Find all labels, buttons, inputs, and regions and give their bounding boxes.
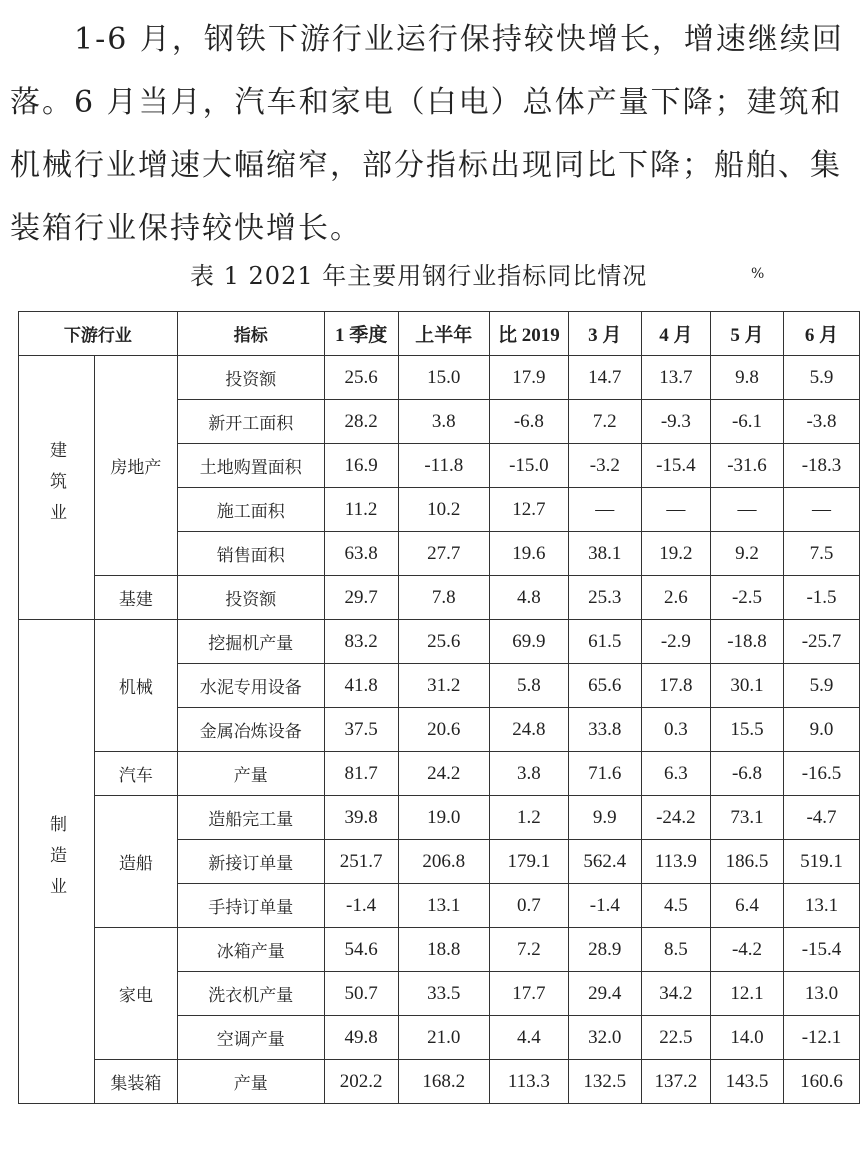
value-cell: 69.9: [489, 620, 568, 664]
value-cell: 9.2: [710, 532, 783, 576]
value-cell: 132.5: [568, 1060, 641, 1104]
indicator-cell: 挖掘机产量: [177, 620, 324, 664]
group-cell: 房地产: [95, 356, 178, 576]
value-cell: -1.4: [324, 884, 398, 928]
value-cell: —: [568, 488, 641, 532]
value-cell: 7.2: [568, 400, 641, 444]
value-cell: 14.0: [710, 1016, 783, 1060]
group-cell: 汽车: [95, 752, 178, 796]
value-cell: 8.5: [641, 928, 710, 972]
value-cell: 137.2: [641, 1060, 710, 1104]
steel-industry-table: [18, 311, 860, 1104]
indicator-cell: 产量: [177, 752, 324, 796]
value-cell: 29.7: [324, 576, 398, 620]
group-cell: 集装箱: [95, 1060, 178, 1104]
indicator-cell: 新接订单量: [177, 840, 324, 884]
group-cell: 机械: [95, 620, 178, 752]
header-cell: 3 月: [568, 312, 641, 356]
value-cell: 33.5: [398, 972, 489, 1016]
header-cell: 5 月: [710, 312, 783, 356]
value-cell: 1.2: [489, 796, 568, 840]
value-cell: 113.3: [489, 1060, 568, 1104]
value-cell: 22.5: [641, 1016, 710, 1060]
indicator-cell: 施工面积: [177, 488, 324, 532]
value-cell: 2.6: [641, 576, 710, 620]
group-cell: 家电: [95, 928, 178, 1060]
value-cell: 28.2: [324, 400, 398, 444]
value-cell: 81.7: [324, 752, 398, 796]
value-cell: -6.8: [710, 752, 783, 796]
value-cell: -31.6: [710, 444, 783, 488]
value-cell: 13.7: [641, 356, 710, 400]
value-cell: 3.8: [398, 400, 489, 444]
value-cell: 13.1: [783, 884, 859, 928]
table-title: 表 1 2021 年主要用钢行业指标同比情况: [190, 262, 648, 290]
value-cell: 50.7: [324, 972, 398, 1016]
value-cell: 6.4: [710, 884, 783, 928]
value-cell: 168.2: [398, 1060, 489, 1104]
value-cell: 19.2: [641, 532, 710, 576]
value-cell: -12.1: [783, 1016, 859, 1060]
value-cell: -6.1: [710, 400, 783, 444]
table-unit: %: [751, 266, 765, 282]
table-row: [19, 796, 860, 840]
value-cell: -15.0: [489, 444, 568, 488]
value-cell: 13.1: [398, 884, 489, 928]
value-cell: 15.5: [710, 708, 783, 752]
value-cell: 143.5: [710, 1060, 783, 1104]
value-cell: 251.7: [324, 840, 398, 884]
value-cell: 17.8: [641, 664, 710, 708]
value-cell: 83.2: [324, 620, 398, 664]
value-cell: 71.6: [568, 752, 641, 796]
value-cell: 32.0: [568, 1016, 641, 1060]
table-row: [19, 620, 860, 664]
sector-cell: 建筑业: [19, 356, 95, 620]
value-cell: —: [710, 488, 783, 532]
value-cell: 25.6: [398, 620, 489, 664]
sector-cell: 制造业: [19, 620, 95, 1104]
value-cell: 25.6: [324, 356, 398, 400]
value-cell: -15.4: [783, 928, 859, 972]
value-cell: 16.9: [324, 444, 398, 488]
value-cell: 41.8: [324, 664, 398, 708]
value-cell: 12.1: [710, 972, 783, 1016]
value-cell: 519.1: [783, 840, 859, 884]
value-cell: 206.8: [398, 840, 489, 884]
value-cell: -15.4: [641, 444, 710, 488]
table-row: [19, 356, 860, 400]
value-cell: 24.8: [489, 708, 568, 752]
header-row: [19, 312, 860, 356]
group-cell: 造船: [95, 796, 178, 928]
value-cell: -1.4: [568, 884, 641, 928]
indicator-cell: 造船完工量: [177, 796, 324, 840]
header-cell: 比 2019: [489, 312, 568, 356]
value-cell: 5.9: [783, 356, 859, 400]
value-cell: 17.9: [489, 356, 568, 400]
value-cell: 160.6: [783, 1060, 859, 1104]
table-row: [19, 752, 860, 796]
value-cell: 33.8: [568, 708, 641, 752]
value-cell: -2.9: [641, 620, 710, 664]
header-cell: 上半年: [398, 312, 489, 356]
value-cell: 34.2: [641, 972, 710, 1016]
value-cell: -2.5: [710, 576, 783, 620]
value-cell: 9.0: [783, 708, 859, 752]
body-paragraph: [10, 8, 848, 260]
value-cell: 5.8: [489, 664, 568, 708]
table-row: [19, 576, 860, 620]
value-cell: 31.2: [398, 664, 489, 708]
value-cell: 10.2: [398, 488, 489, 532]
indicator-cell: 空调产量: [177, 1016, 324, 1060]
value-cell: 15.0: [398, 356, 489, 400]
value-cell: -9.3: [641, 400, 710, 444]
indicator-cell: 销售面积: [177, 532, 324, 576]
value-cell: -11.8: [398, 444, 489, 488]
value-cell: 0.7: [489, 884, 568, 928]
value-cell: 5.9: [783, 664, 859, 708]
value-cell: 27.7: [398, 532, 489, 576]
table-caption: [0, 256, 860, 296]
value-cell: 562.4: [568, 840, 641, 884]
indicator-cell: 产量: [177, 1060, 324, 1104]
value-cell: -16.5: [783, 752, 859, 796]
value-cell: —: [783, 488, 859, 532]
value-cell: 179.1: [489, 840, 568, 884]
value-cell: -3.2: [568, 444, 641, 488]
indicator-cell: 手持订单量: [177, 884, 324, 928]
indicator-cell: 新开工面积: [177, 400, 324, 444]
value-cell: 20.6: [398, 708, 489, 752]
value-cell: 9.9: [568, 796, 641, 840]
value-cell: 37.5: [324, 708, 398, 752]
table-row: [19, 1060, 860, 1104]
value-cell: 39.8: [324, 796, 398, 840]
value-cell: -4.2: [710, 928, 783, 972]
value-cell: -18.3: [783, 444, 859, 488]
value-cell: 73.1: [710, 796, 783, 840]
value-cell: 4.5: [641, 884, 710, 928]
value-cell: -18.8: [710, 620, 783, 664]
value-cell: 24.2: [398, 752, 489, 796]
value-cell: 28.9: [568, 928, 641, 972]
value-cell: 3.8: [489, 752, 568, 796]
value-cell: 4.4: [489, 1016, 568, 1060]
indicator-cell: 水泥专用设备: [177, 664, 324, 708]
value-cell: 113.9: [641, 840, 710, 884]
value-cell: -25.7: [783, 620, 859, 664]
value-cell: 19.6: [489, 532, 568, 576]
value-cell: 12.7: [489, 488, 568, 532]
value-cell: 63.8: [324, 532, 398, 576]
indicator-cell: 投资额: [177, 576, 324, 620]
value-cell: 29.4: [568, 972, 641, 1016]
value-cell: 19.0: [398, 796, 489, 840]
header-cell: 指标: [177, 312, 324, 356]
value-cell: 38.1: [568, 532, 641, 576]
value-cell: 0.3: [641, 708, 710, 752]
value-cell: 21.0: [398, 1016, 489, 1060]
value-cell: 49.8: [324, 1016, 398, 1060]
value-cell: 7.2: [489, 928, 568, 972]
value-cell: -24.2: [641, 796, 710, 840]
value-cell: -3.8: [783, 400, 859, 444]
value-cell: 17.7: [489, 972, 568, 1016]
paragraph-text: 1-6 月，钢铁下游行业运行保持较快增长，增速继续回落。6 月当月，汽车和家电（白电）总体产量下降；建筑和机械行业增速大幅缩窄，部分指标出现同比下降；船舶、集装箱行业保持较快增长。: [10, 22, 844, 246]
group-cell: 基建: [95, 576, 178, 620]
value-cell: 30.1: [710, 664, 783, 708]
value-cell: -1.5: [783, 576, 859, 620]
header-cell: 1 季度: [324, 312, 398, 356]
value-cell: 186.5: [710, 840, 783, 884]
value-cell: 6.3: [641, 752, 710, 796]
value-cell: 7.5: [783, 532, 859, 576]
value-cell: 7.8: [398, 576, 489, 620]
table-row: [19, 928, 860, 972]
indicator-cell: 投资额: [177, 356, 324, 400]
value-cell: 13.0: [783, 972, 859, 1016]
value-cell: -4.7: [783, 796, 859, 840]
value-cell: 54.6: [324, 928, 398, 972]
header-industry: 下游行业: [19, 312, 178, 356]
value-cell: 11.2: [324, 488, 398, 532]
value-cell: 18.8: [398, 928, 489, 972]
header-cell: 4 月: [641, 312, 710, 356]
indicator-cell: 金属冶炼设备: [177, 708, 324, 752]
value-cell: 14.7: [568, 356, 641, 400]
indicator-cell: 冰箱产量: [177, 928, 324, 972]
value-cell: 4.8: [489, 576, 568, 620]
indicator-cell: 洗衣机产量: [177, 972, 324, 1016]
header-cell: 6 月: [783, 312, 859, 356]
value-cell: 9.8: [710, 356, 783, 400]
value-cell: -6.8: [489, 400, 568, 444]
indicator-cell: 土地购置面积: [177, 444, 324, 488]
value-cell: 65.6: [568, 664, 641, 708]
value-cell: 61.5: [568, 620, 641, 664]
value-cell: 25.3: [568, 576, 641, 620]
value-cell: 202.2: [324, 1060, 398, 1104]
value-cell: —: [641, 488, 710, 532]
